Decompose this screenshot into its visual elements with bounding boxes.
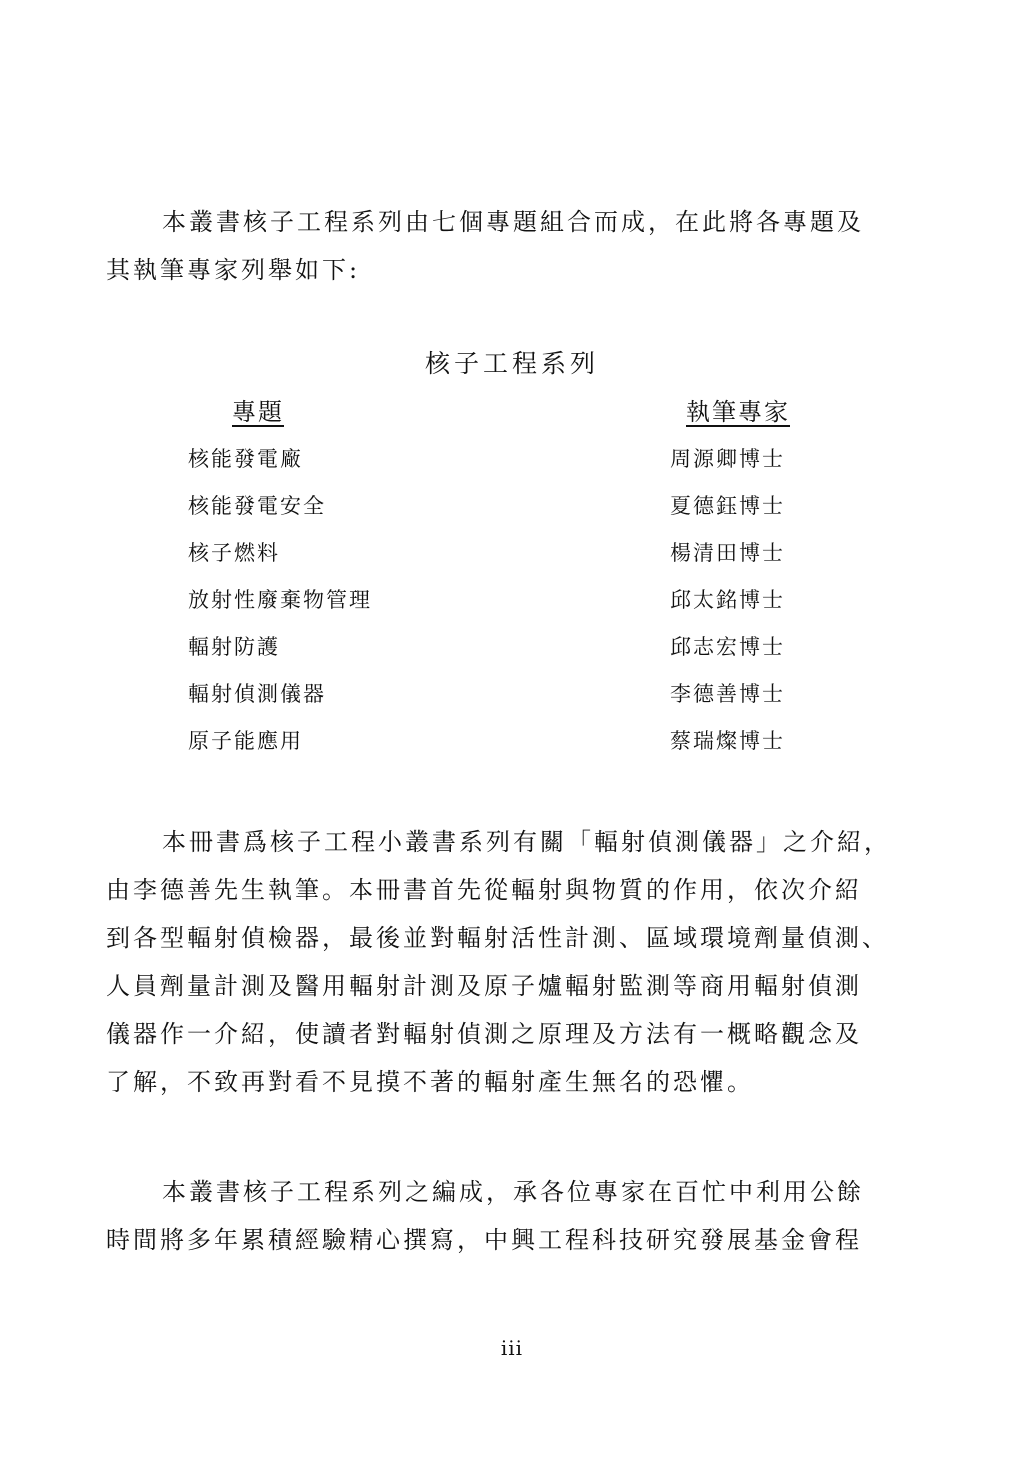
closing-paragraph	[106, 1168, 886, 1264]
list-item	[188, 530, 828, 577]
topic-name: 放射性廢棄物管理	[188, 588, 372, 612]
closing-line: 本叢書核子工程系列之編成，承各位專家在百忙中利用公餘	[162, 1178, 864, 1206]
list-item	[188, 436, 828, 483]
author-column-header: 執筆專家	[686, 398, 790, 426]
topic-name: 輻射防護	[188, 635, 280, 659]
summary-line: 本冊書爲核子工程小叢書系列有關「輻射偵測儀器」之介紹，	[162, 828, 891, 856]
topic-name: 輻射偵測儀器	[188, 682, 326, 706]
summary-line: 儀器作一介紹，使讀者對輻射偵測之原理及方法有一概略觀念及	[106, 1020, 862, 1048]
author-name: 邱太銘博士	[670, 588, 785, 612]
author-name: 邱志宏博士	[670, 635, 785, 659]
summary-line: 了解，不致再對看不見摸不著的輻射產生無名的恐懼。	[106, 1068, 754, 1096]
list-item	[188, 624, 828, 671]
author-name: 夏德鈺博士	[670, 494, 785, 518]
author-name: 李德善博士	[670, 682, 785, 706]
topic-name: 核能發電廠	[188, 447, 303, 471]
intro-line: 其執筆專家列舉如下:	[106, 256, 361, 284]
summary-line: 人員劑量計測及醫用輻射計測及原子爐輻射監測等商用輻射偵測	[106, 972, 862, 1000]
author-name: 周源卿博士	[670, 447, 785, 471]
page-number: iii	[500, 1336, 524, 1360]
intro-paragraph	[106, 198, 886, 294]
closing-line: 時間將多年累積經驗精心撰寫，中興工程科技研究發展基金會程	[106, 1226, 862, 1254]
series-title: 核子工程系列	[424, 349, 599, 378]
summary-paragraph	[106, 818, 891, 1106]
intro-line: 本叢書核子工程系列由七個專題組合而成，在此將各專題及	[162, 208, 864, 236]
author-name: 蔡瑞燦博士	[670, 729, 785, 753]
list-item	[188, 577, 828, 624]
topic-column-header: 專題	[232, 398, 284, 426]
topic-author-list	[188, 436, 828, 765]
summary-line: 由李德善先生執筆。本冊書首先從輻射與物質的作用，依次介紹	[106, 876, 862, 904]
list-item	[188, 671, 828, 718]
topic-name: 核子燃料	[188, 541, 280, 565]
summary-line: 到各型輻射偵檢器，最後並對輻射活性計測、區域環境劑量偵測、	[106, 924, 889, 952]
topic-name: 核能發電安全	[188, 494, 326, 518]
author-name: 楊清田博士	[670, 541, 785, 565]
list-item	[188, 718, 828, 765]
topic-name: 原子能應用	[188, 729, 303, 753]
list-item	[188, 483, 828, 530]
